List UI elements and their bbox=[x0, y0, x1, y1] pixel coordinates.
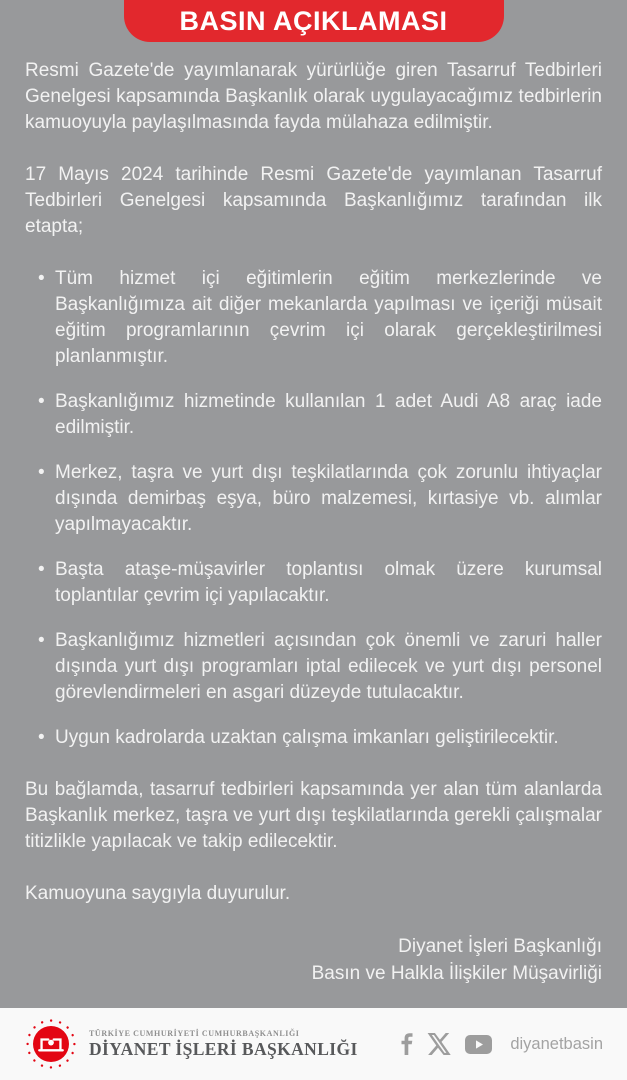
intro-paragraph-2: 17 Mayıs 2024 tarihinde Resmi Gazete'de yayımlanan Tasarruf Tedbirleri Genelgesi kapsamında Başkanlığımız tarafından ilk etapta; bbox=[25, 164, 602, 237]
list-item bbox=[25, 628, 602, 706]
list-item-text: Başkanlığımız hizmetleri açısından çok önemli ve zaruri haller dışında yurt dışı programları iptal edilecek ve yurt dışı personel görevlendirmeleri en asgari düzeyde tutulacaktır. bbox=[55, 630, 602, 703]
press-release-banner bbox=[124, 0, 504, 42]
list-item-text: Başta ataşe-müşavirler toplantısı olmak üzere kurumsal toplantılar çevrim içi yapılacaktır. bbox=[55, 559, 602, 606]
bullet-marker: • bbox=[38, 559, 45, 580]
diyanet-logo bbox=[24, 1017, 78, 1071]
closing-paragraph: Bu bağlamda, tasarruf tedbirleri kapsamında yer alan tüm alanlarda Başkanlık merkez, taşra ve yurt dışı teşkilatlarında gerekli çalışmalar titizlikle yapılacak ve takip edilecektir. bbox=[25, 779, 602, 852]
list-item bbox=[25, 725, 602, 751]
footer-bar bbox=[0, 1008, 627, 1080]
bullet-marker: • bbox=[38, 268, 45, 289]
signature-block bbox=[25, 933, 602, 987]
x-icon bbox=[427, 1033, 451, 1055]
footer-social bbox=[400, 1033, 603, 1055]
banner-title: BASIN AÇIKLAMASI bbox=[179, 5, 448, 36]
list-item bbox=[25, 557, 602, 609]
list-item bbox=[25, 460, 602, 538]
signature-line-1: Diyanet İşleri Başkanlığı bbox=[398, 936, 602, 957]
salutation: Kamuoyuna saygıyla duyurulur. bbox=[25, 883, 291, 904]
list-item-text: Uygun kadrolarda uzaktan çalışma imkanları geliştirilecektir. bbox=[55, 727, 559, 748]
list-item bbox=[25, 389, 602, 441]
logo-center-dot bbox=[48, 1040, 54, 1046]
footer-org-block bbox=[89, 1029, 358, 1058]
intro-paragraph-1: Resmi Gazete'de yayımlanarak yürürlüğe giren Tasarruf Tedbirleri Genelgesi kapsamında Başkanlık olarak uygulayacağımız tedbirlerin kamuoyuyla paylaşılmasında fayda mülahaza edilmiştir. bbox=[25, 60, 602, 133]
list-item-text: Tüm hizmet içi eğitimlerin eğitim merkezlerinde ve Başkanlığımıza ait diğer mekanlarda yapılması ve içeriği müsait eğitim programlarının çevrim içi olarak gerçekleştirilmesi planlanmıştır. bbox=[55, 268, 602, 367]
list-item-text: Başkanlığımız hizmetinde kullanılan 1 adet Audi A8 araç iade edilmiştir. bbox=[55, 391, 602, 438]
bullet-marker: • bbox=[38, 727, 45, 748]
bullet-marker: • bbox=[38, 391, 45, 412]
social-handle: diyanetbasin bbox=[510, 1034, 603, 1053]
signature-line-2: Basın ve Halkla İlişkiler Müşavirliği bbox=[311, 963, 602, 984]
bullet-marker: • bbox=[38, 462, 45, 483]
facebook-icon bbox=[400, 1033, 413, 1055]
footer-org-small: TÜRKİYE CUMHURİYETİ CUMHURBAŞKANLIĞI bbox=[89, 1029, 300, 1039]
bullet-marker: • bbox=[38, 630, 45, 651]
measures-list bbox=[25, 266, 602, 751]
youtube-icon bbox=[465, 1035, 492, 1054]
list-item bbox=[25, 266, 602, 370]
footer-org-large: DİYANET İŞLERİ BAŞKANLIĞI bbox=[89, 1038, 358, 1059]
press-release-body bbox=[0, 42, 627, 987]
list-item-text: Merkez, taşra ve yurt dışı teşkilatlarında çok zorunlu ihtiyaçlar dışında demirbaş eşya, büro malzemesi, kırtasiye vb. alımlar yapılmayacaktır. bbox=[55, 462, 602, 535]
